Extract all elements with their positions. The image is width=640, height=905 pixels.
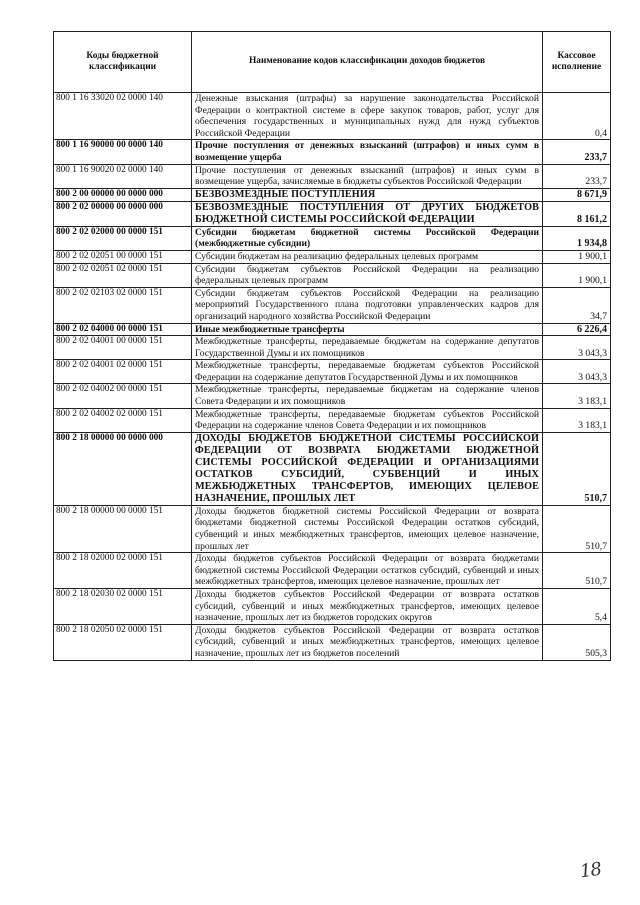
amount-cell: 505,3 [543, 624, 611, 660]
amount-cell: 510,7 [543, 505, 611, 552]
budget-code-cell: 800 1 16 90000 00 0000 140 [54, 140, 192, 164]
revenue-name-cell: Прочие поступления от денежных взысканий (штрафов) и иных сумм в возмещение ущерба [192, 140, 543, 164]
table-row [54, 287, 611, 323]
revenue-name-cell: Субсидии бюджетам на реализацию федеральных целевых программ [192, 250, 543, 263]
revenue-name-cell: Доходы бюджетов бюджетной системы Российской Федерации от возврата бюджетами бюджетной системы Российской Федерации остатков субсидий, субвенций и иных межбюджетных трансфертов, имеющих целевое назначение, прошлых лет [192, 505, 543, 552]
budget-code-cell: 800 2 02 04002 00 0000 151 [54, 384, 192, 408]
revenue-name-cell: ДОХОДЫ БЮДЖЕТОВ БЮДЖЕТНОЙ СИСТЕМЫ РОССИЙСКОЙ ФЕДЕРАЦИИ ОТ ВОЗВРАТА БЮДЖЕТАМИ БЮДЖЕТНОЙ СИСТЕМЫ РОССИЙСКОЙ ФЕДЕРАЦИИ И ОРГАНИЗАЦИЯМИ ОСТАТКОВ СУБСИДИЙ, СУБВЕНЦИЙ И ИНЫХ МЕЖБЮДЖЕТНЫХ ТРАНСФЕРТОВ, ИМЕЮЩИХ ЦЕЛЕВОЕ НАЗНАЧЕНИЕ, ПРОШЛЫХ ЛЕТ [192, 432, 543, 505]
amount-cell: 3 183,1 [543, 384, 611, 408]
budget-code-cell: 800 2 18 02030 02 0000 151 [54, 589, 192, 625]
budget-code-cell: 800 2 18 00000 00 0000 151 [54, 505, 192, 552]
revenue-name-cell: Субсидии бюджетам бюджетной системы Российской Федерации (межбюджетные субсидии) [192, 226, 543, 250]
amount-cell: 6 226,4 [543, 323, 611, 336]
table-row [54, 140, 611, 164]
budget-code-cell: 800 2 00 00000 00 0000 000 [54, 188, 192, 201]
table-row [54, 505, 611, 552]
revenue-name-cell: Прочие поступления от денежных взысканий (штрафов) и иных сумм в возмещение ущерба, зачисляемые в бюджеты субъектов Российской Федерации [192, 164, 543, 188]
table-header-row [54, 32, 611, 93]
table-row [54, 408, 611, 432]
page-number: 18 [578, 858, 603, 883]
amount-cell: 510,7 [543, 553, 611, 589]
amount-cell: 34,7 [543, 287, 611, 323]
budget-code-cell: 800 2 02 04000 00 0000 151 [54, 323, 192, 336]
revenue-name-cell: Межбюджетные трансферты, передаваемые бюджетам субъектов Российской Федерации на содержание депутатов Государственной Думы и их помощников [192, 360, 543, 384]
revenue-name-cell: БЕЗВОЗМЕЗДНЫЕ ПОСТУПЛЕНИЯ [192, 188, 543, 201]
budget-code-cell: 800 2 18 00000 00 0000 000 [54, 432, 192, 505]
amount-cell: 0,4 [543, 93, 611, 140]
amount-cell: 1 934,8 [543, 226, 611, 250]
revenue-name-cell: Доходы бюджетов субъектов Российской Федерации от возврата остатков субсидий, субвенций и иных межбюджетных трансфертов, имеющих целевое назначение, прошлых лет из бюджетов поселений [192, 624, 543, 660]
amount-cell: 8 671,9 [543, 188, 611, 201]
table-row [54, 164, 611, 188]
table-row [54, 589, 611, 625]
header-names: Наименование кодов классификации доходов бюджетов [192, 32, 543, 93]
table-row [54, 384, 611, 408]
amount-cell: 3 183,1 [543, 408, 611, 432]
budget-code-cell: 800 2 02 02103 02 0000 151 [54, 287, 192, 323]
revenue-name-cell: Иные межбюджетные трансферты [192, 323, 543, 336]
budget-code-cell: 800 2 02 02051 00 0000 151 [54, 250, 192, 263]
budget-code-cell: 800 2 02 02000 00 0000 151 [54, 226, 192, 250]
revenue-name-cell: Межбюджетные трансферты, передаваемые бюджетам субъектов Российской Федерации на содержание членов Совета Федерации и их помощников [192, 408, 543, 432]
table-row [54, 93, 611, 140]
amount-cell: 3 043,3 [543, 336, 611, 360]
amount-cell: 8 161,2 [543, 201, 611, 226]
revenue-name-cell: Межбюджетные трансферты, передаваемые бюджетам на содержание депутатов Государственной Думы и их помощников [192, 336, 543, 360]
budget-code-cell: 800 1 16 33020 02 0000 140 [54, 93, 192, 140]
revenue-name-cell: БЕЗВОЗМЕЗДНЫЕ ПОСТУПЛЕНИЯ ОТ ДРУГИХ БЮДЖЕТОВ БЮДЖЕТНОЙ СИСТЕМЫ РОССИЙСКОЙ ФЕДЕРАЦИИ [192, 201, 543, 226]
table-row [54, 250, 611, 263]
table-body [54, 93, 611, 661]
table-row [54, 336, 611, 360]
amount-cell: 3 043,3 [543, 360, 611, 384]
revenue-name-cell: Субсидии бюджетам субъектов Российской Федерации на реализацию федеральных целевых программ [192, 263, 543, 287]
budget-code-cell: 800 2 02 04001 00 0000 151 [54, 336, 192, 360]
table-row [54, 226, 611, 250]
revenue-name-cell: Субсидии бюджетам субъектов Российской Федерации на реализацию мероприятий Государственного плана подготовки управленческих кадров для организаций народного хозяйства Российской Федерации [192, 287, 543, 323]
amount-cell: 1 900,1 [543, 250, 611, 263]
table-row [54, 553, 611, 589]
revenue-name-cell: Доходы бюджетов субъектов Российской Федерации от возврата бюджетами бюджетной системы Российской Федерации остатков субсидий, субвенций и иных межбюджетных трансфертов, имеющих целевое назначение, прошлых лет [192, 553, 543, 589]
table-row [54, 188, 611, 201]
table-row [54, 624, 611, 660]
amount-cell: 510,7 [543, 432, 611, 505]
header-amount: Кассовое исполнение [543, 32, 611, 93]
amount-cell: 233,7 [543, 140, 611, 164]
revenue-name-cell: Доходы бюджетов субъектов Российской Федерации от возврата остатков субсидий, субвенций и иных межбюджетных трансфертов, имеющих целевое назначение, прошлых лет из бюджетов городских округов [192, 589, 543, 625]
amount-cell: 1 900,1 [543, 263, 611, 287]
header-codes: Коды бюджетной классификации [54, 32, 192, 93]
amount-cell: 5,4 [543, 589, 611, 625]
budget-revenue-table [53, 31, 611, 661]
table-row [54, 323, 611, 336]
revenue-name-cell: Межбюджетные трансферты, передаваемые бюджетам на содержание членов Совета Федерации и их помощников [192, 384, 543, 408]
table-row [54, 201, 611, 226]
budget-code-cell: 800 2 02 02051 02 0000 151 [54, 263, 192, 287]
table-row [54, 263, 611, 287]
budget-code-cell: 800 2 18 02000 02 0000 151 [54, 553, 192, 589]
amount-cell: 233,7 [543, 164, 611, 188]
table-row [54, 360, 611, 384]
table-row [54, 432, 611, 505]
budget-code-cell: 800 1 16 90020 02 0000 140 [54, 164, 192, 188]
budget-code-cell: 800 2 18 02050 02 0000 151 [54, 624, 192, 660]
budget-code-cell: 800 2 02 04001 02 0000 151 [54, 360, 192, 384]
budget-code-cell: 800 2 02 04002 02 0000 151 [54, 408, 192, 432]
revenue-name-cell: Денежные взыскания (штрафы) за нарушение законодательства Российской Федерации о контрактной системе в сфере закупок товаров, работ, услуг для обеспечения государственных и муниципальных нужд для нужд субъектов Российской Федерации [192, 93, 543, 140]
budget-code-cell: 800 2 02 00000 00 0000 000 [54, 201, 192, 226]
